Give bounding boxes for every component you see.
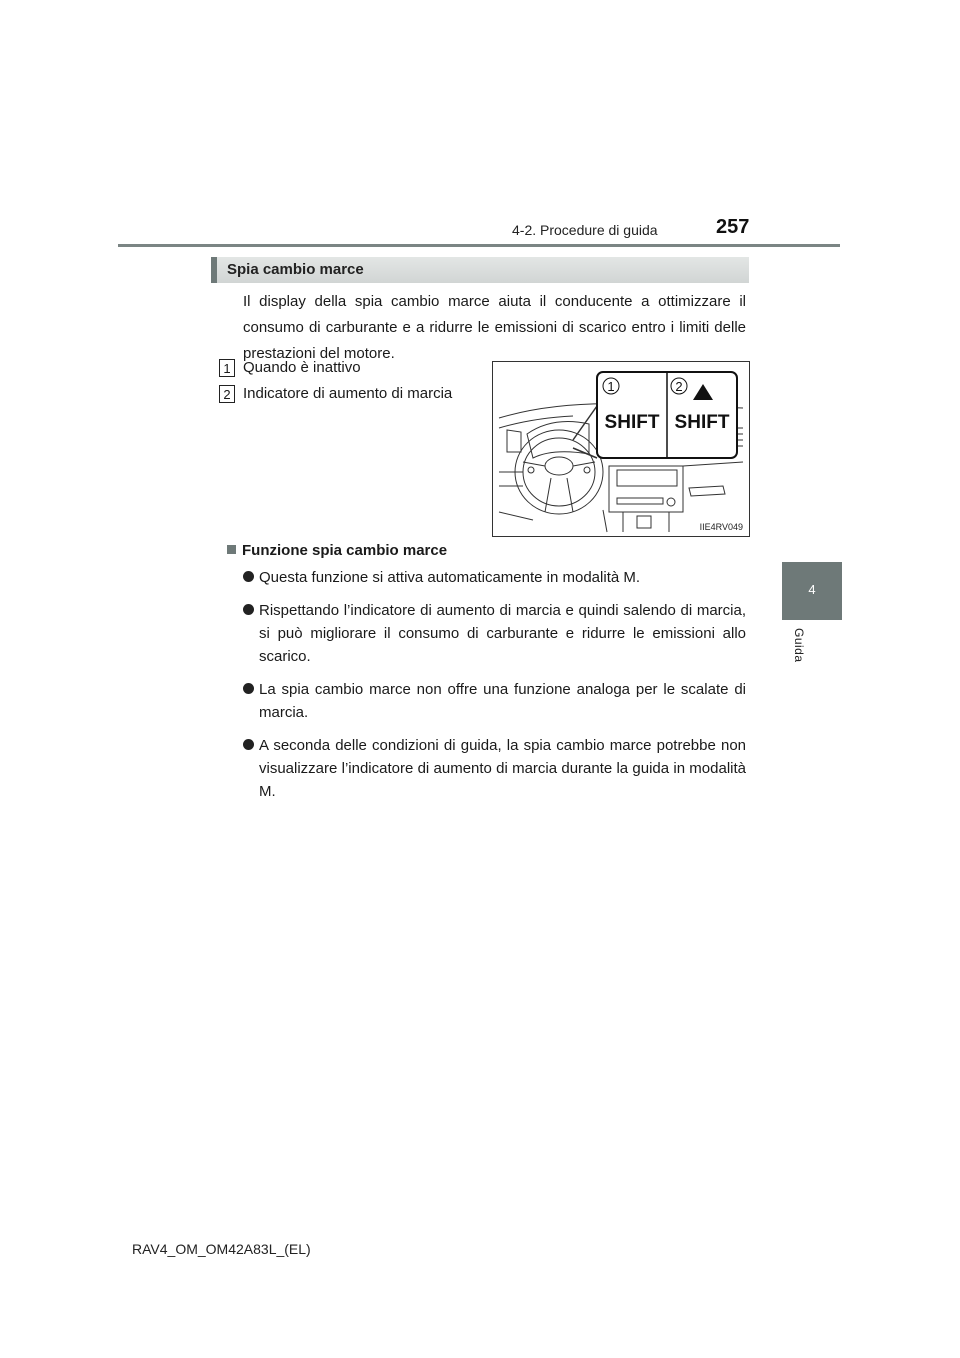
bullet-text: A seconda delle condizioni di guida, la spia cambio marce potrebbe non visualizzare l’indicatore di aumento di marcia durante la guida in modalità M. [259,737,746,800]
bullet-list [243,566,746,813]
figure-code: IIE4RV049 [699,522,743,532]
shift-label-upshift: SHIFT [674,412,730,433]
intro-paragraph: Il display della spia cambio marce aiuta il conducente a ottimizzare il consumo di carburante e a ridurre le emissioni di scarico entro i limiti delle prestazioni del motore. [243,293,746,362]
bullet-dot-icon [243,683,254,694]
subsection-heading [227,542,447,559]
chapter-name: Guida [792,628,806,663]
list-item [243,734,746,803]
section-reference: 4-2. Procedure di guida [512,222,658,238]
callout-number-2 [671,378,687,394]
chapter-number: 4 [808,582,816,597]
bullet-dot-icon [243,604,254,615]
legend-text: Indicatore di aumento di marcia [243,385,453,402]
bullet-text: Rispettando l’indicatore di aumento di marcia e quindi salendo di marcia, si può migliorare il consumo di carburante e ridurre le emissioni allo scarico. [259,602,746,665]
list-item [243,599,746,668]
subsection-title: Funzione spia cambio marce [242,542,448,559]
shift-label-inactive: SHIFT [604,412,660,433]
section-title-bar [211,257,749,283]
square-bullet-icon [227,545,236,554]
document-code: RAV4_OM_OM42A83L_(EL) [132,1241,311,1257]
bullet-dot-icon [243,571,254,582]
legend-number: 2 [219,385,235,403]
bullet-dot-icon [243,739,254,750]
legend-number: 1 [219,359,235,377]
list-item [243,678,746,724]
list-item [243,566,746,589]
callout-2-text: 2 [675,379,683,394]
section-title: Spia cambio marce [227,261,364,278]
bullet-text: Questa funzione si attiva automaticamente in modalità M. [259,569,641,586]
chapter-tab [782,562,842,620]
dashboard-drawing [493,362,749,536]
page-number: 257 [716,216,750,238]
dashboard-illustration [492,361,750,537]
callout-1-text: 1 [607,379,615,394]
header-rule [118,244,840,247]
callout-number-1 [603,378,619,394]
bullet-text: La spia cambio marce non offre una funzione analoga per le scalate di marcia. [259,681,746,721]
legend-text: Quando è inattivo [243,359,361,376]
